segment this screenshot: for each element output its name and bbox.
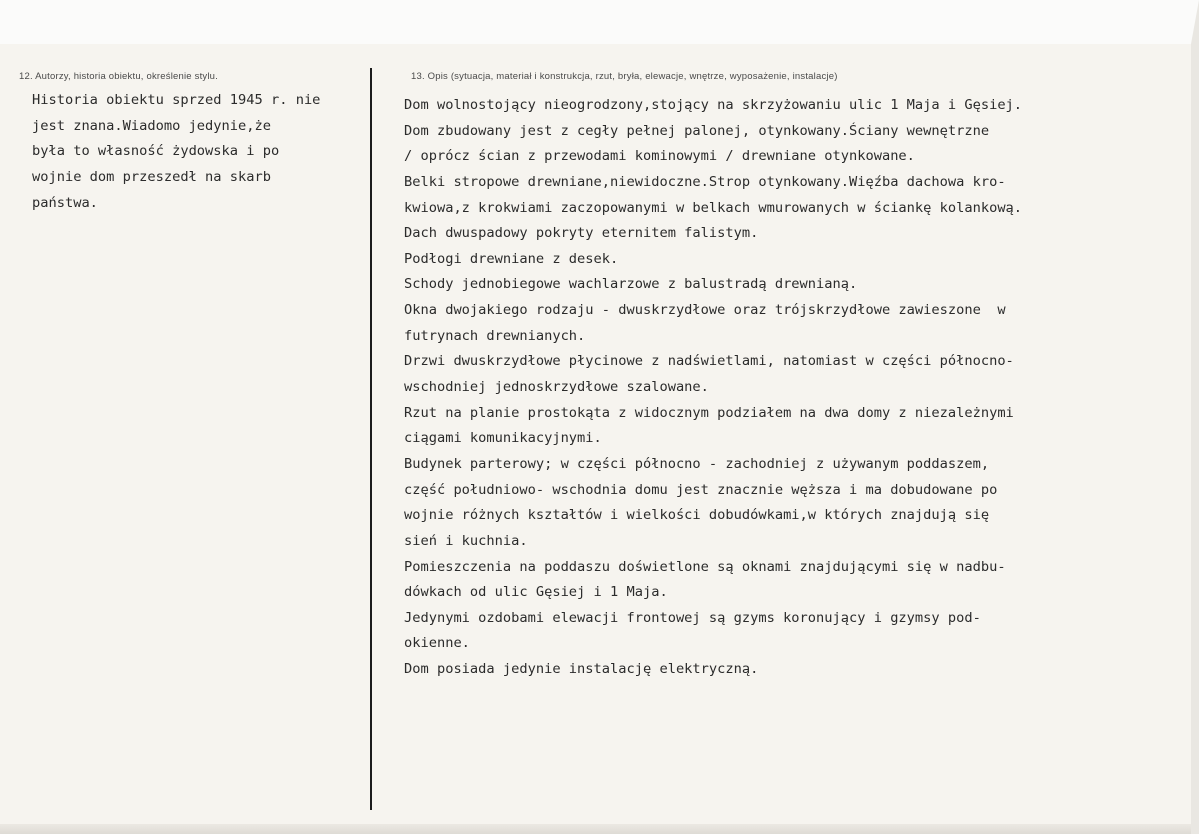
history-line: Historia obiektu sprzed 1945 r. nie xyxy=(32,92,321,108)
description-line: Dom wolnostojący nieogrodzony,stojący na skrzyżowaniu ulic 1 Maja i Gęsiej. xyxy=(404,97,1023,113)
description-line: ciągami komunikacyjnymi. xyxy=(404,430,602,447)
description-line: Schody jednobiegowe wachlarzowe z balustradą drewnianą. xyxy=(404,276,858,293)
description-line: Dom zbudowany jest z cegły pełnej palonej, otynkowany.Ściany wewnętrzne xyxy=(404,122,990,139)
description-line: Okna dwojakiego rodzaju - dwuskrzydłowe oraz trójskrzydłowe zawieszone w xyxy=(404,302,1006,319)
description-line: wschodniej jednoskrzydłowe szalowane. xyxy=(404,379,709,396)
column-divider xyxy=(370,68,372,810)
description-line: sień i kuchnia. xyxy=(404,532,528,549)
description-header: 13. Opis (sytuacja, materiał i konstrukcja, rzut, bryła, elewacje, wnętrze, wyposażenie, instalacje) xyxy=(411,71,838,82)
description-line: Rzut na planie prostokąta z widocznym podziałem na dwa domy z niezależnymi xyxy=(404,404,1014,421)
history-line: państwa. xyxy=(32,194,98,211)
description-line: Drzwi dwuskrzydłowe płycinowe z nadświetlami, natomiast w części północno- xyxy=(404,353,1014,370)
description-line: część południowo- wschodnia domu jest znacznie węższa i ma dobudowane po xyxy=(404,481,998,498)
history-text-block xyxy=(32,88,320,216)
description-line: dówkach od ulic Gęsiej i 1 Maja. xyxy=(404,584,668,601)
description-line: futrynach drewnianych. xyxy=(404,327,586,344)
history-line: wojnie dom przeszedł na skarb xyxy=(32,168,271,185)
description-line: Pomieszczenia na poddaszu doświetlone są oknami znajdującymi się w nadbu- xyxy=(404,558,1006,575)
description-line: Jedynymi ozdobami elewacji frontowej są gzyms koronujący i gzymsy pod- xyxy=(404,609,981,626)
history-line: była to własność żydowska i po xyxy=(32,143,280,160)
authors-history-style-header: 12. Autorzy, historia obiektu, określenie stylu. xyxy=(19,71,218,82)
description-line: / oprócz ścian z przewodami kominowymi / drewniane otynkowane. xyxy=(404,148,915,165)
description-line: Budynek parterowy; w części północno - zachodniej z używanym poddaszem, xyxy=(404,455,990,472)
history-line: jest znana.Wiadomo jedynie,że xyxy=(32,117,271,134)
description-line: wojnie różnych kształtów i wielkości dobudówkami,w których znajdują się xyxy=(404,507,990,524)
description-line: Belki stropowe drewniane,niewidoczne.Strop otynkowany.Więźba dachowa kro- xyxy=(404,173,1006,190)
description-line: Podłogi drewniane z desek. xyxy=(404,250,619,267)
description-line: kwiowa,z krokwiami zaczopowanymi w belkach wmurowanych w ściankę kolankową. xyxy=(404,199,1023,216)
description-text-block xyxy=(404,93,1022,683)
description-line: okienne. xyxy=(404,635,470,652)
description-line: Dom posiada jedynie instalację elektryczną. xyxy=(404,661,759,678)
description-line: Dach dwuspadowy pokryty eternitem falistym. xyxy=(404,225,759,242)
